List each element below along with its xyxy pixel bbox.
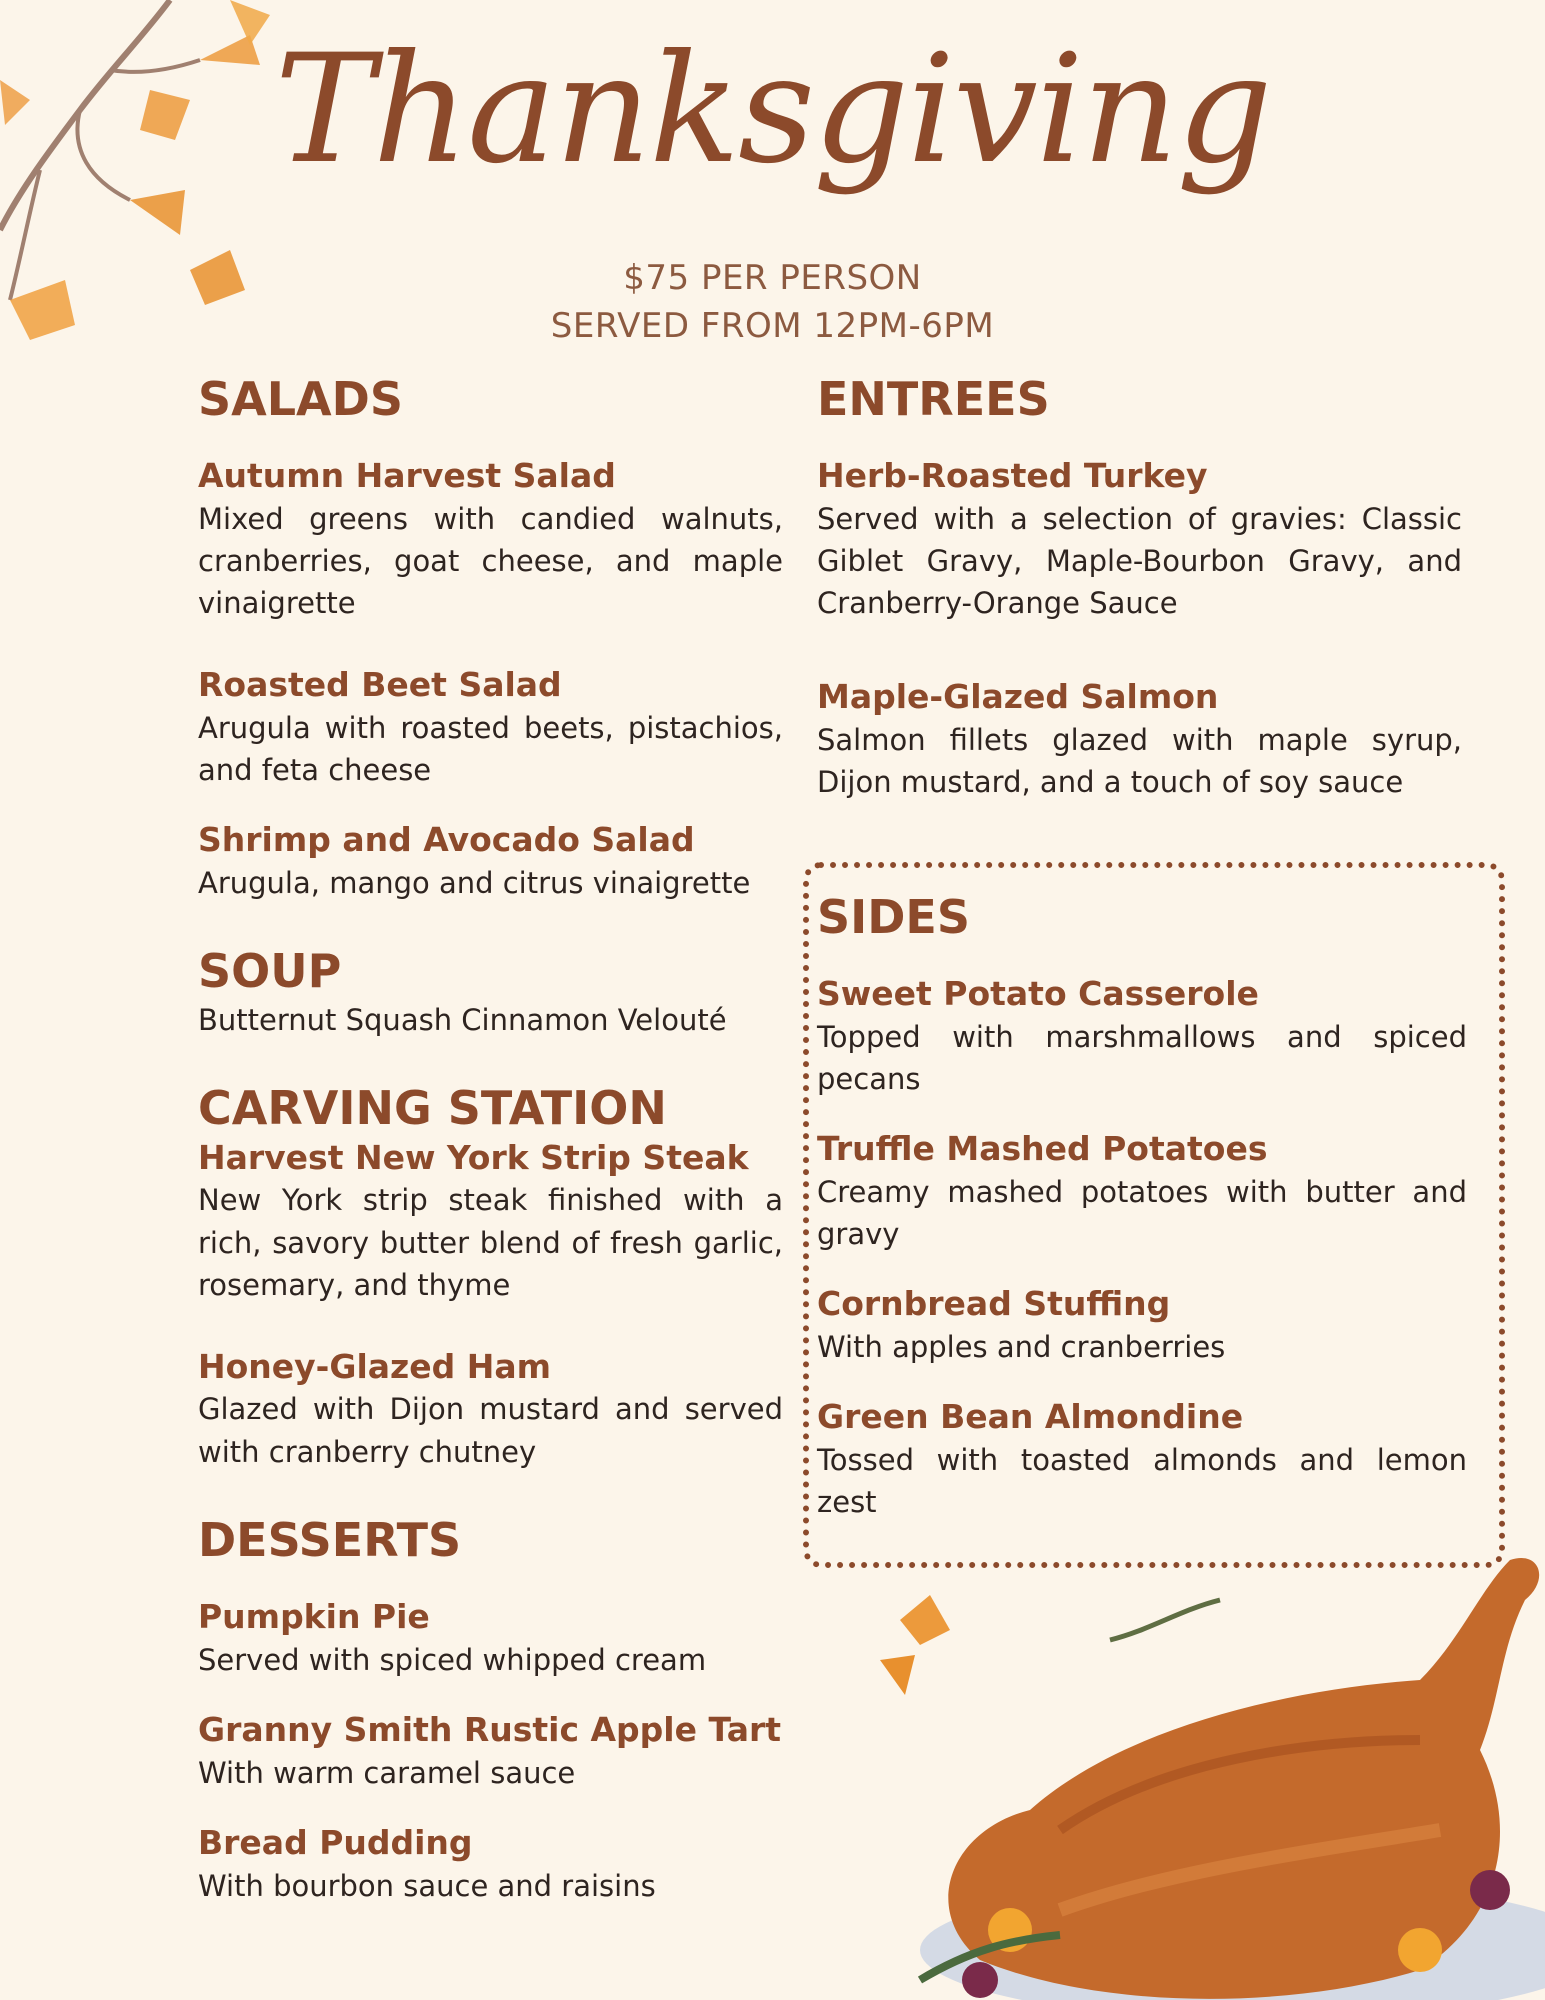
left-column [198,372,783,1907]
item-description: Salmon fillets glazed with maple syrup, Dijon mustard, and a touch of soy sauce [817,723,1462,800]
item-description: Topped with marshmallows and spiced pecans [817,1020,1467,1097]
item-name: Bread Pudding [198,1822,473,1862]
item-name: Granny Smith Rustic Apple Tart [198,1709,782,1749]
item-name: Honey-Glazed Ham [198,1346,552,1386]
item-name: Harvest New York Strip Steak [198,1137,749,1177]
menu-item [198,664,783,791]
menu-item [817,1283,1467,1368]
menu-item [198,455,783,624]
menu-item [817,1396,1467,1523]
page-title: Thanksgiving [274,23,1271,197]
item-description: With bourbon sauce and raisins [198,1868,656,1903]
item-description: With warm caramel sauce [198,1755,576,1790]
item-name: Herb-Roasted Turkey [817,456,1208,496]
item-name: Pumpkin Pie [198,1596,430,1636]
section-heading-desserts: DESSERTS [198,1512,462,1567]
section-heading-sides: SIDES [817,890,970,944]
item-description: With apples and cranberries [817,1330,1226,1365]
item-name: Truffle Mashed Potatoes [817,1129,1268,1169]
menu-item [817,1128,1467,1255]
menu-item [817,676,1462,803]
item-description: New York strip steak finished with a rich, savory butter blend of fresh garlic, rosemary, and thyme [198,1183,783,1302]
menu-item [817,973,1467,1100]
menu-item [198,819,783,904]
item-description: Butternut Squash Cinnamon Velouté [198,1003,727,1038]
right-column [817,372,1462,803]
item-description: Mixed greens with candied walnuts, cranberries, goat cheese, and maple vinaigrette [198,502,783,621]
served-hours-line: SERVED FROM 12PM-6PM [550,306,995,346]
price-line: $75 PER PERSON [623,258,922,298]
menu-item [817,455,1462,624]
item-description: Arugula, mango and citrus vinaigrette [198,866,751,901]
item-name: Autumn Harvest Salad [198,456,616,496]
item-name: Sweet Potato Casserole [817,974,1259,1014]
menu-item [198,1709,783,1794]
item-description: Served with a selection of gravies: Classic Giblet Gravy, Maple-Bourbon Gravy, and Cranberry-Orange Sauce [817,502,1462,621]
item-description: Served with spiced whipped cream [198,1642,707,1677]
section-heading-soup: SOUP [198,944,342,999]
item-name: Cornbread Stuffing [817,1284,1171,1324]
menu-item [198,1346,783,1473]
section-heading-salads: SALADS [198,372,403,426]
item-name: Green Bean Almondine [817,1397,1244,1437]
sides-section [817,890,1467,1523]
item-description: Creamy mashed potatoes with butter and gravy [817,1175,1467,1252]
item-description: Glazed with Dijon mustard and served with cranberry chutney [198,1392,783,1469]
menu-item [198,1822,783,1907]
item-description: Tossed with toasted almonds and lemon zest [817,1442,1467,1520]
item-description: Arugula with roasted beets, pistachios, and feta cheese [198,711,783,788]
section-heading-entrees: ENTREES [817,372,1050,426]
menu-item [198,1596,783,1681]
roast-turkey-icon [860,1530,1545,2000]
section-heading-carving-station: CARVING STATION [198,1081,667,1136]
item-name: Maple-Glazed Salmon [817,677,1219,717]
item-name: Shrimp and Avocado Salad [198,820,695,860]
item-name: Roasted Beet Salad [198,665,562,705]
menu-item [198,1137,783,1306]
